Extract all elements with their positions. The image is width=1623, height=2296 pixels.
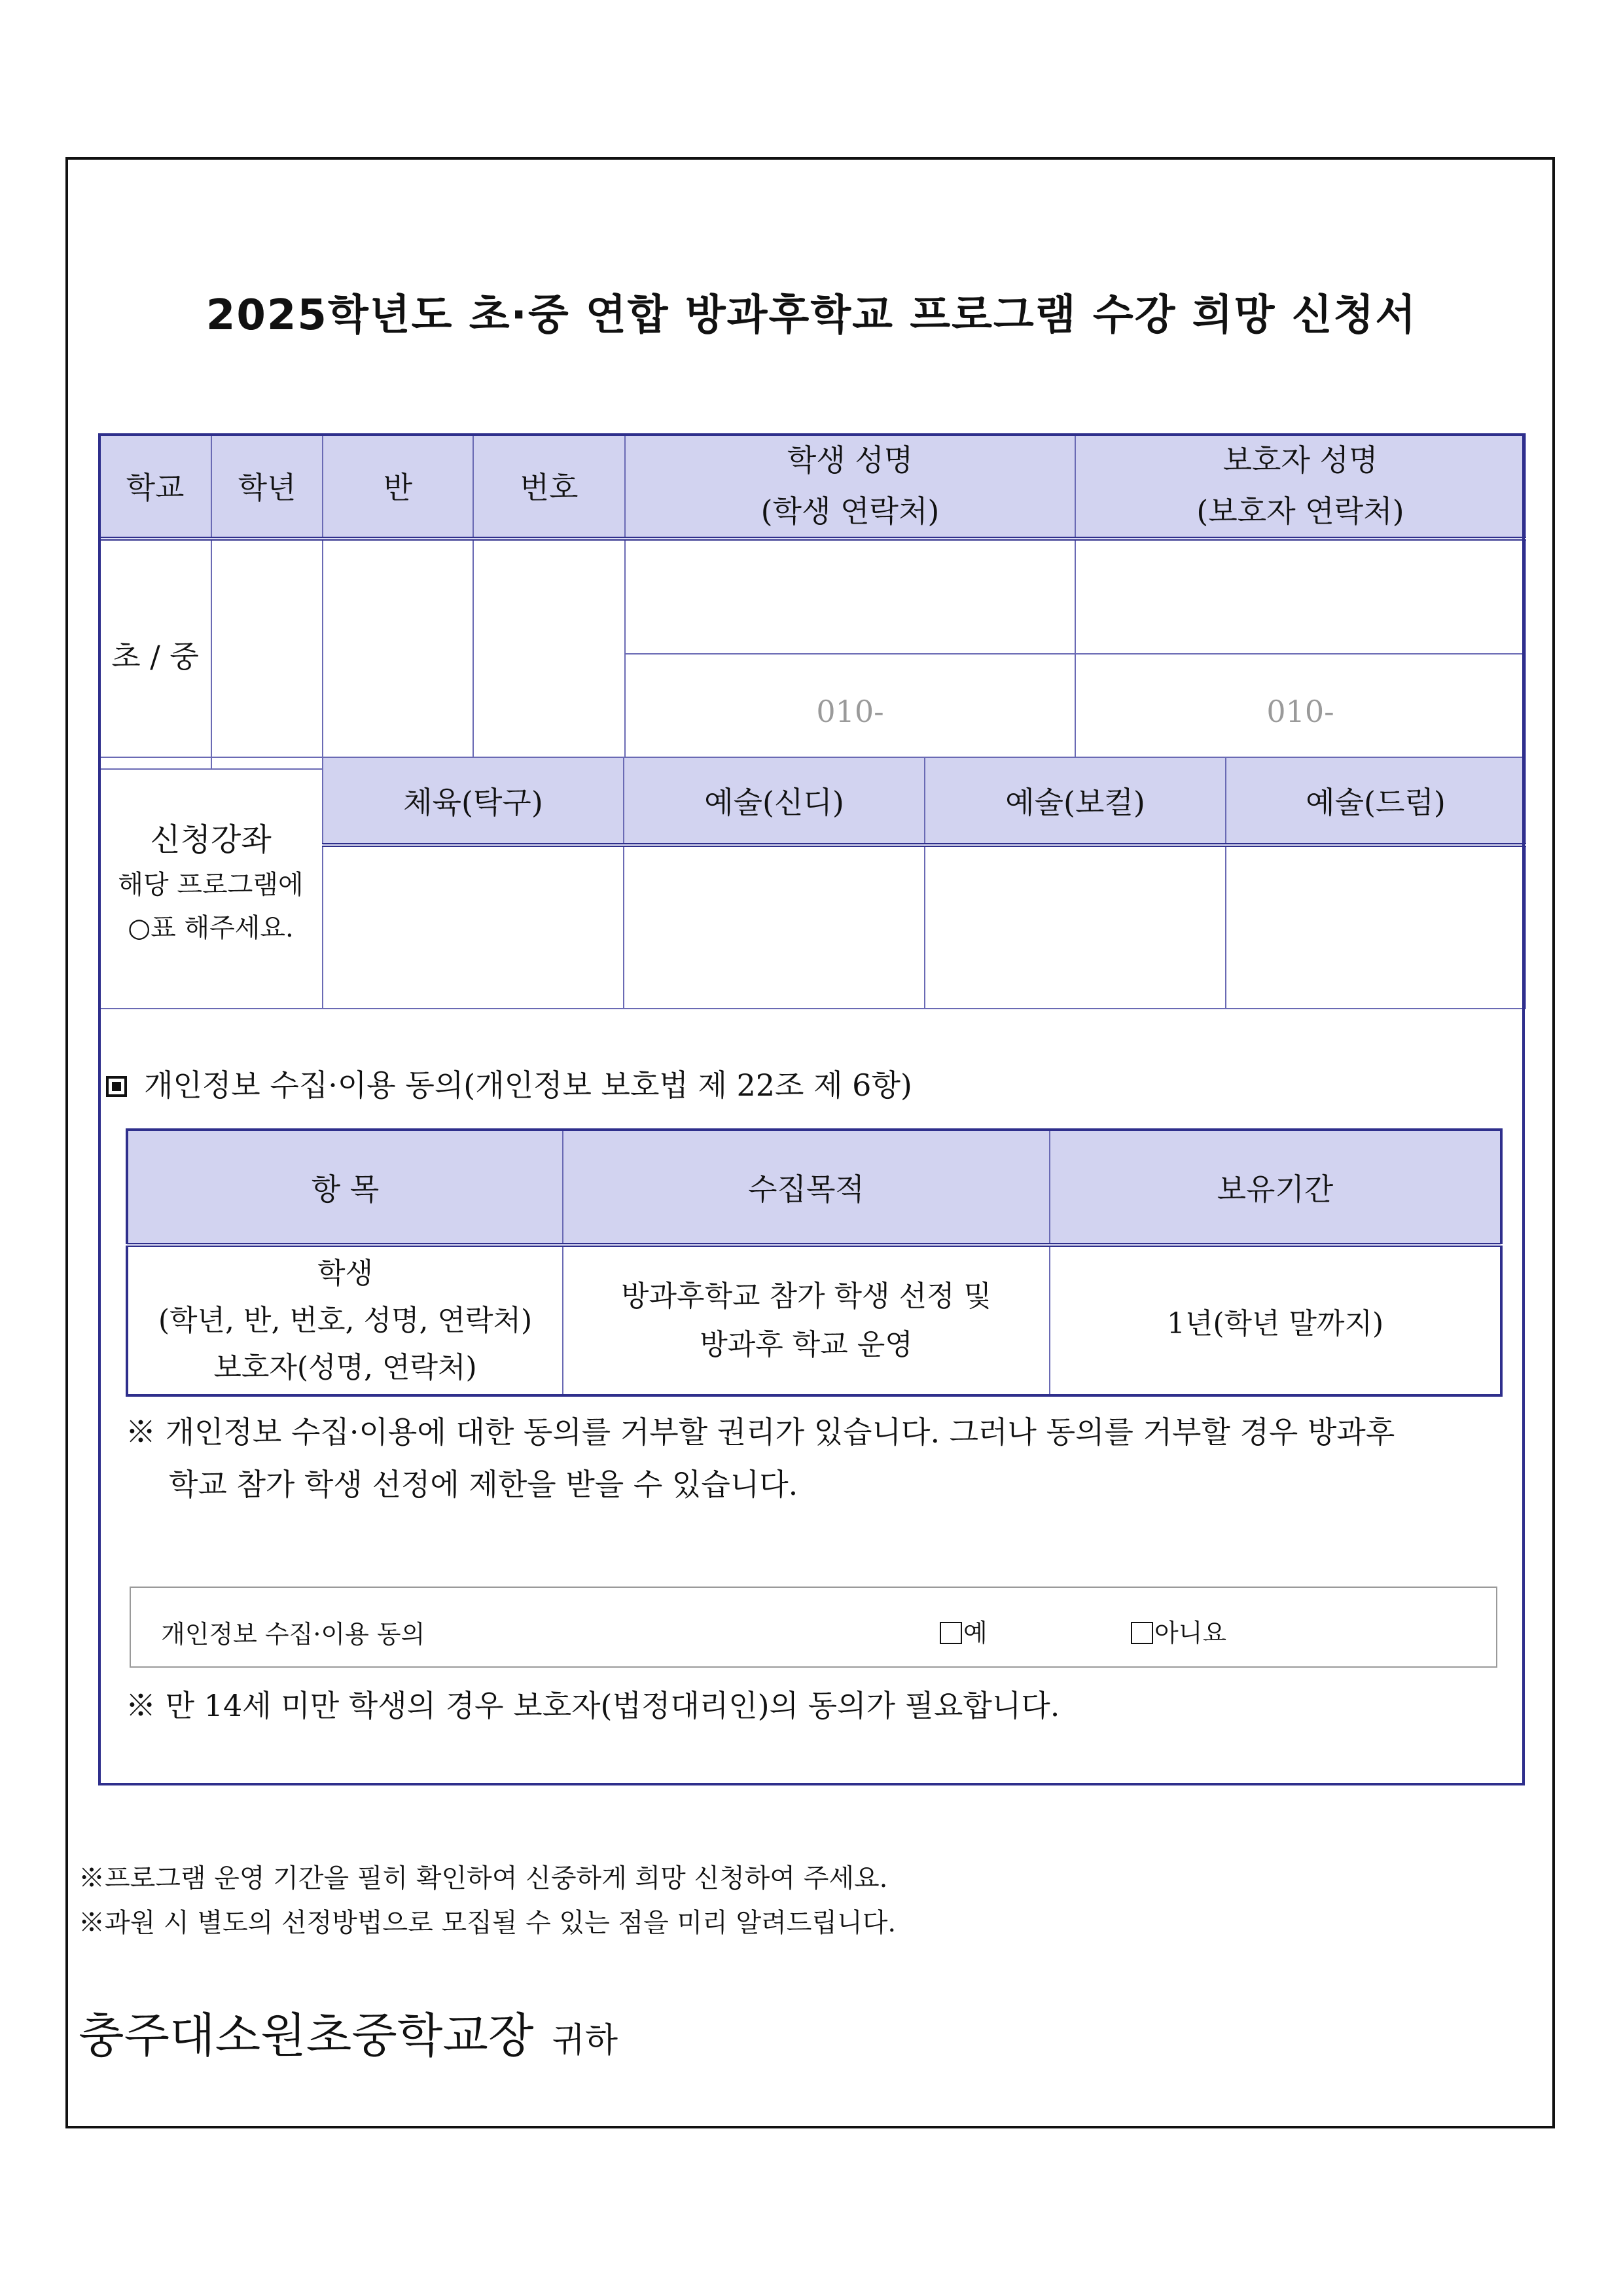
header-class: 반 [323, 434, 473, 539]
footnotes [79, 1856, 896, 1945]
privacy-heading [106, 1062, 912, 1105]
consent-no-option[interactable] [1131, 1613, 1226, 1649]
privacy-header-purpose: 수집목적 [563, 1130, 1050, 1245]
form-main-border [98, 433, 1525, 1785]
course-instruction-2: ○표 해주세요. [128, 913, 294, 943]
privacy-items-3: 보호자(성명, 연락처) [213, 1350, 477, 1384]
addressee-suffix: 귀하 [552, 2021, 618, 2060]
privacy-purpose-2: 방과후 학교 운영 [700, 1327, 913, 1361]
header-grade: 학년 [211, 434, 323, 539]
privacy-notice-line2: 학교 참가 학생 선정에 제한을 받을 수 있습니다. [169, 1467, 798, 1502]
consent-box [130, 1587, 1497, 1668]
form-title: 2025학년도 초·중 연합 방과후학교 프로그램 수강 희망 신청서 [205, 291, 1418, 340]
consent-yes-label: 예 [963, 1619, 988, 1647]
age-notice: ※ 만 14세 미만 학생의 경우 보호자(법정대리인)의 동의가 필요합니다. [126, 1688, 1060, 1723]
header-student-contact: (학생 연락처) [760, 493, 940, 529]
consent-yes-option[interactable] [940, 1613, 988, 1649]
footnote-1: ※프로그램 운영 기간을 필히 확인하여 신중하게 희망 신청하여 주세요. [79, 1863, 888, 1893]
privacy-purpose-1: 방과후학교 참가 학생 선정 및 [621, 1279, 991, 1313]
privacy-purpose-cell [563, 1245, 1050, 1395]
footnote-2: ※과원 시 별도의 선정방법으로 모집될 수 있는 점을 미리 알려드립니다. [79, 1908, 897, 1938]
privacy-items-cell [127, 1245, 563, 1395]
header-guardian-contact: (보호자 연락처) [1196, 493, 1404, 529]
consent-no-label: 아니요 [1154, 1619, 1227, 1647]
header-guardian-name: 보호자 성명 [1222, 442, 1378, 478]
guardian-phone-field[interactable]: 010- [1075, 654, 1525, 769]
privacy-header-period: 보유기간 [1050, 1130, 1501, 1245]
student-phone-field[interactable]: 010- [625, 654, 1075, 769]
header-school: 학교 [99, 434, 211, 539]
privacy-notice [126, 1406, 1533, 1511]
privacy-heading-text: 개인정보 수집·이용 동의(개인정보 보호법 제 22조 제 6항) [144, 1067, 912, 1103]
consent-yes-checkbox[interactable] [940, 1622, 962, 1644]
privacy-items-2: (학년, 반, 번호, 성명, 연락처) [158, 1303, 533, 1337]
course-header-table-tennis: 체육(탁구) [323, 757, 624, 845]
course-header-synth: 예술(신디) [624, 757, 925, 845]
consent-label: 개인정보 수집·이용 동의 [161, 1620, 425, 1649]
header-student-name: 학생 성명 [787, 442, 914, 478]
school-select-field[interactable]: 초 / 중 [99, 539, 211, 769]
privacy-header-items: 항 목 [127, 1130, 563, 1245]
consent-no-checkbox[interactable] [1131, 1622, 1153, 1644]
course-instruction-1: 해당 프로그램에 [118, 870, 304, 900]
course-header-vocal: 예술(보컬) [925, 757, 1226, 845]
privacy-period-cell: 1년(학년 말까지) [1050, 1245, 1501, 1395]
addressee-name: 충주대소원초중학교장 [79, 2008, 534, 2063]
privacy-table [126, 1128, 1503, 1397]
course-label: 신청강좌 [150, 821, 272, 858]
course-header-drum: 예술(드럼) [1226, 757, 1525, 845]
privacy-items-1: 학생 [317, 1256, 373, 1290]
addressee [79, 1998, 618, 2066]
filled-square-icon [106, 1076, 127, 1097]
privacy-notice-line1: ※ 개인정보 수집·이용에 대한 동의를 거부할 권리가 있습니다. 그러나 동의를 거부할 경우 방과후 [126, 1414, 1395, 1450]
header-number: 번호 [473, 434, 625, 539]
